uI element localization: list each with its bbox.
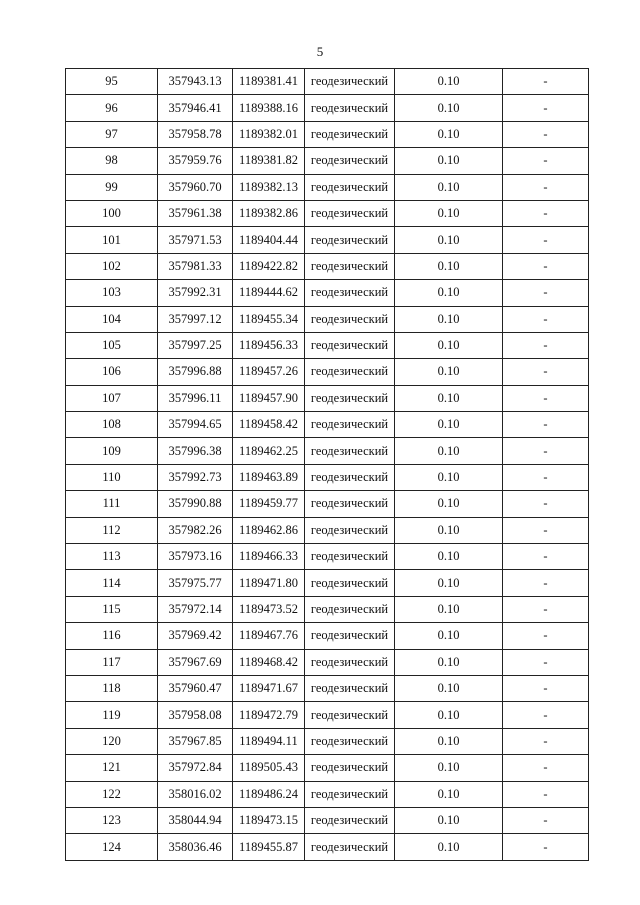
- method-cell: геодезический: [305, 253, 395, 279]
- table-row: [66, 755, 589, 781]
- coordinate-x-cell: 357992.31: [158, 280, 233, 306]
- table-row: [66, 464, 589, 490]
- description-cell: -: [503, 174, 589, 200]
- table-row: [66, 121, 589, 147]
- method-cell: геодезический: [305, 491, 395, 517]
- table-row: [66, 385, 589, 411]
- table-row: [66, 623, 589, 649]
- point-number-cell: 98: [66, 148, 158, 174]
- coordinate-x-cell: 357969.42: [158, 623, 233, 649]
- method-cell: геодезический: [305, 148, 395, 174]
- coordinate-x-cell: 357973.16: [158, 544, 233, 570]
- coordinate-x-cell: 357992.73: [158, 464, 233, 490]
- description-cell: -: [503, 148, 589, 174]
- description-cell: -: [503, 95, 589, 121]
- accuracy-cell: 0.10: [395, 227, 503, 253]
- coordinate-y-cell: 1189463.89: [233, 464, 305, 490]
- method-cell: геодезический: [305, 95, 395, 121]
- method-cell: геодезический: [305, 728, 395, 754]
- point-number-cell: 122: [66, 781, 158, 807]
- description-cell: -: [503, 200, 589, 226]
- point-number-cell: 103: [66, 280, 158, 306]
- coordinate-y-cell: 1189494.11: [233, 728, 305, 754]
- method-cell: геодезический: [305, 200, 395, 226]
- accuracy-cell: 0.10: [395, 200, 503, 226]
- table-row: [66, 95, 589, 121]
- coordinate-x-cell: 357958.78: [158, 121, 233, 147]
- accuracy-cell: 0.10: [395, 596, 503, 622]
- description-cell: -: [503, 781, 589, 807]
- accuracy-cell: 0.10: [395, 174, 503, 200]
- point-number-cell: 121: [66, 755, 158, 781]
- description-cell: -: [503, 728, 589, 754]
- point-number-cell: 120: [66, 728, 158, 754]
- description-cell: -: [503, 807, 589, 833]
- coordinate-y-cell: 1189404.44: [233, 227, 305, 253]
- method-cell: геодезический: [305, 755, 395, 781]
- table-row: [66, 834, 589, 860]
- method-cell: геодезический: [305, 280, 395, 306]
- coordinate-y-cell: 1189382.13: [233, 174, 305, 200]
- coordinate-y-cell: 1189459.77: [233, 491, 305, 517]
- coordinate-y-cell: 1189455.34: [233, 306, 305, 332]
- table-row: [66, 148, 589, 174]
- accuracy-cell: 0.10: [395, 253, 503, 279]
- table-row: [66, 517, 589, 543]
- description-cell: -: [503, 596, 589, 622]
- accuracy-cell: 0.10: [395, 306, 503, 332]
- description-cell: -: [503, 517, 589, 543]
- table-row: [66, 359, 589, 385]
- accuracy-cell: 0.10: [395, 438, 503, 464]
- method-cell: геодезический: [305, 570, 395, 596]
- point-number-cell: 109: [66, 438, 158, 464]
- coordinate-y-cell: 1189467.76: [233, 623, 305, 649]
- table-row: [66, 332, 589, 358]
- method-cell: геодезический: [305, 675, 395, 701]
- table-row: [66, 412, 589, 438]
- table-row: [66, 306, 589, 332]
- description-cell: -: [503, 438, 589, 464]
- accuracy-cell: 0.10: [395, 121, 503, 147]
- accuracy-cell: 0.10: [395, 95, 503, 121]
- accuracy-cell: 0.10: [395, 464, 503, 490]
- point-number-cell: 116: [66, 623, 158, 649]
- coordinate-x-cell: 357990.88: [158, 491, 233, 517]
- description-cell: -: [503, 702, 589, 728]
- coordinate-x-cell: 357967.85: [158, 728, 233, 754]
- point-number-cell: 112: [66, 517, 158, 543]
- coordinate-y-cell: 1189455.87: [233, 834, 305, 860]
- coordinate-y-cell: 1189457.26: [233, 359, 305, 385]
- coordinate-x-cell: 357996.88: [158, 359, 233, 385]
- coordinate-x-cell: 357967.69: [158, 649, 233, 675]
- coordinate-x-cell: 357959.76: [158, 148, 233, 174]
- point-number-cell: 95: [66, 69, 158, 95]
- table-row: [66, 781, 589, 807]
- point-number-cell: 118: [66, 675, 158, 701]
- description-cell: -: [503, 253, 589, 279]
- accuracy-cell: 0.10: [395, 491, 503, 517]
- description-cell: -: [503, 491, 589, 517]
- method-cell: геодезический: [305, 332, 395, 358]
- coordinate-y-cell: 1189462.25: [233, 438, 305, 464]
- accuracy-cell: 0.10: [395, 69, 503, 95]
- accuracy-cell: 0.10: [395, 332, 503, 358]
- coordinate-x-cell: 357971.53: [158, 227, 233, 253]
- coordinate-y-cell: 1189462.86: [233, 517, 305, 543]
- description-cell: -: [503, 675, 589, 701]
- point-number-cell: 99: [66, 174, 158, 200]
- table-row: [66, 227, 589, 253]
- method-cell: геодезический: [305, 438, 395, 464]
- table-row: [66, 702, 589, 728]
- point-number-cell: 97: [66, 121, 158, 147]
- point-number-cell: 108: [66, 412, 158, 438]
- description-cell: -: [503, 332, 589, 358]
- coordinate-y-cell: 1189457.90: [233, 385, 305, 411]
- coordinate-x-cell: 357958.08: [158, 702, 233, 728]
- coordinate-y-cell: 1189486.24: [233, 781, 305, 807]
- accuracy-cell: 0.10: [395, 649, 503, 675]
- coordinate-x-cell: 357997.25: [158, 332, 233, 358]
- description-cell: -: [503, 121, 589, 147]
- method-cell: геодезический: [305, 174, 395, 200]
- coordinate-y-cell: 1189458.42: [233, 412, 305, 438]
- description-cell: -: [503, 227, 589, 253]
- point-number-cell: 117: [66, 649, 158, 675]
- table-row: [66, 200, 589, 226]
- point-number-cell: 102: [66, 253, 158, 279]
- coordinates-table-body: [66, 69, 589, 861]
- method-cell: геодезический: [305, 596, 395, 622]
- description-cell: -: [503, 544, 589, 570]
- point-number-cell: 101: [66, 227, 158, 253]
- method-cell: геодезический: [305, 834, 395, 860]
- method-cell: геодезический: [305, 807, 395, 833]
- coordinate-x-cell: 357972.14: [158, 596, 233, 622]
- coordinate-y-cell: 1189382.01: [233, 121, 305, 147]
- description-cell: -: [503, 69, 589, 95]
- description-cell: -: [503, 385, 589, 411]
- accuracy-cell: 0.10: [395, 412, 503, 438]
- coordinate-y-cell: 1189471.67: [233, 675, 305, 701]
- point-number-cell: 107: [66, 385, 158, 411]
- accuracy-cell: 0.10: [395, 781, 503, 807]
- coordinates-table: [65, 68, 589, 861]
- coordinate-x-cell: 357943.13: [158, 69, 233, 95]
- table-row: [66, 596, 589, 622]
- description-cell: -: [503, 306, 589, 332]
- table-row: [66, 69, 589, 95]
- point-number-cell: 96: [66, 95, 158, 121]
- coordinate-y-cell: 1189381.41: [233, 69, 305, 95]
- description-cell: -: [503, 359, 589, 385]
- point-number-cell: 119: [66, 702, 158, 728]
- coordinate-y-cell: 1189388.16: [233, 95, 305, 121]
- accuracy-cell: 0.10: [395, 517, 503, 543]
- method-cell: геодезический: [305, 412, 395, 438]
- coordinate-x-cell: 357946.41: [158, 95, 233, 121]
- description-cell: -: [503, 649, 589, 675]
- description-cell: -: [503, 834, 589, 860]
- table-row: [66, 253, 589, 279]
- accuracy-cell: 0.10: [395, 623, 503, 649]
- point-number-cell: 100: [66, 200, 158, 226]
- coordinate-x-cell: 357960.70: [158, 174, 233, 200]
- coordinate-y-cell: 1189472.79: [233, 702, 305, 728]
- method-cell: геодезический: [305, 649, 395, 675]
- description-cell: -: [503, 570, 589, 596]
- description-cell: -: [503, 412, 589, 438]
- accuracy-cell: 0.10: [395, 148, 503, 174]
- coordinate-x-cell: 358044.94: [158, 807, 233, 833]
- coordinate-x-cell: 357972.84: [158, 755, 233, 781]
- table-row: [66, 491, 589, 517]
- description-cell: -: [503, 623, 589, 649]
- coordinate-y-cell: 1189444.62: [233, 280, 305, 306]
- accuracy-cell: 0.10: [395, 728, 503, 754]
- coordinate-y-cell: 1189456.33: [233, 332, 305, 358]
- coordinate-x-cell: 357981.33: [158, 253, 233, 279]
- method-cell: геодезический: [305, 544, 395, 570]
- method-cell: геодезический: [305, 69, 395, 95]
- table-row: [66, 438, 589, 464]
- table-row: [66, 675, 589, 701]
- method-cell: геодезический: [305, 623, 395, 649]
- method-cell: геодезический: [305, 385, 395, 411]
- coordinate-x-cell: 357960.47: [158, 675, 233, 701]
- page-number: 5: [316, 44, 324, 59]
- method-cell: геодезический: [305, 517, 395, 543]
- coordinate-x-cell: 358036.46: [158, 834, 233, 860]
- accuracy-cell: 0.10: [395, 675, 503, 701]
- method-cell: геодезический: [305, 306, 395, 332]
- coordinate-x-cell: 357975.77: [158, 570, 233, 596]
- coordinate-y-cell: 1189381.82: [233, 148, 305, 174]
- point-number-cell: 115: [66, 596, 158, 622]
- point-number-cell: 124: [66, 834, 158, 860]
- coordinate-y-cell: 1189471.80: [233, 570, 305, 596]
- coordinate-y-cell: 1189468.42: [233, 649, 305, 675]
- accuracy-cell: 0.10: [395, 385, 503, 411]
- coordinate-x-cell: 358016.02: [158, 781, 233, 807]
- point-number-cell: 104: [66, 306, 158, 332]
- accuracy-cell: 0.10: [395, 834, 503, 860]
- table-row: [66, 280, 589, 306]
- point-number-cell: 105: [66, 332, 158, 358]
- accuracy-cell: 0.10: [395, 359, 503, 385]
- accuracy-cell: 0.10: [395, 755, 503, 781]
- table-row: [66, 728, 589, 754]
- coordinate-x-cell: 357961.38: [158, 200, 233, 226]
- accuracy-cell: 0.10: [395, 807, 503, 833]
- description-cell: -: [503, 280, 589, 306]
- method-cell: геодезический: [305, 121, 395, 147]
- coordinate-y-cell: 1189422.82: [233, 253, 305, 279]
- coordinate-y-cell: 1189473.15: [233, 807, 305, 833]
- method-cell: геодезический: [305, 702, 395, 728]
- accuracy-cell: 0.10: [395, 570, 503, 596]
- point-number-cell: 111: [66, 491, 158, 517]
- table-row: [66, 174, 589, 200]
- coordinate-x-cell: 357997.12: [158, 306, 233, 332]
- table-row: [66, 807, 589, 833]
- coordinate-y-cell: 1189505.43: [233, 755, 305, 781]
- table-row: [66, 570, 589, 596]
- accuracy-cell: 0.10: [395, 702, 503, 728]
- method-cell: геодезический: [305, 359, 395, 385]
- method-cell: геодезический: [305, 227, 395, 253]
- point-number-cell: 110: [66, 464, 158, 490]
- coordinate-y-cell: 1189473.52: [233, 596, 305, 622]
- coordinate-x-cell: 357996.11: [158, 385, 233, 411]
- table-row: [66, 544, 589, 570]
- method-cell: геодезический: [305, 781, 395, 807]
- coordinate-x-cell: 357996.38: [158, 438, 233, 464]
- point-number-cell: 113: [66, 544, 158, 570]
- coordinate-x-cell: 357994.65: [158, 412, 233, 438]
- point-number-cell: 106: [66, 359, 158, 385]
- coordinate-x-cell: 357982.26: [158, 517, 233, 543]
- point-number-cell: 114: [66, 570, 158, 596]
- point-number-cell: 123: [66, 807, 158, 833]
- accuracy-cell: 0.10: [395, 544, 503, 570]
- coordinate-y-cell: 1189382.86: [233, 200, 305, 226]
- method-cell: геодезический: [305, 464, 395, 490]
- description-cell: -: [503, 755, 589, 781]
- coordinate-y-cell: 1189466.33: [233, 544, 305, 570]
- description-cell: -: [503, 464, 589, 490]
- accuracy-cell: 0.10: [395, 280, 503, 306]
- table-row: [66, 649, 589, 675]
